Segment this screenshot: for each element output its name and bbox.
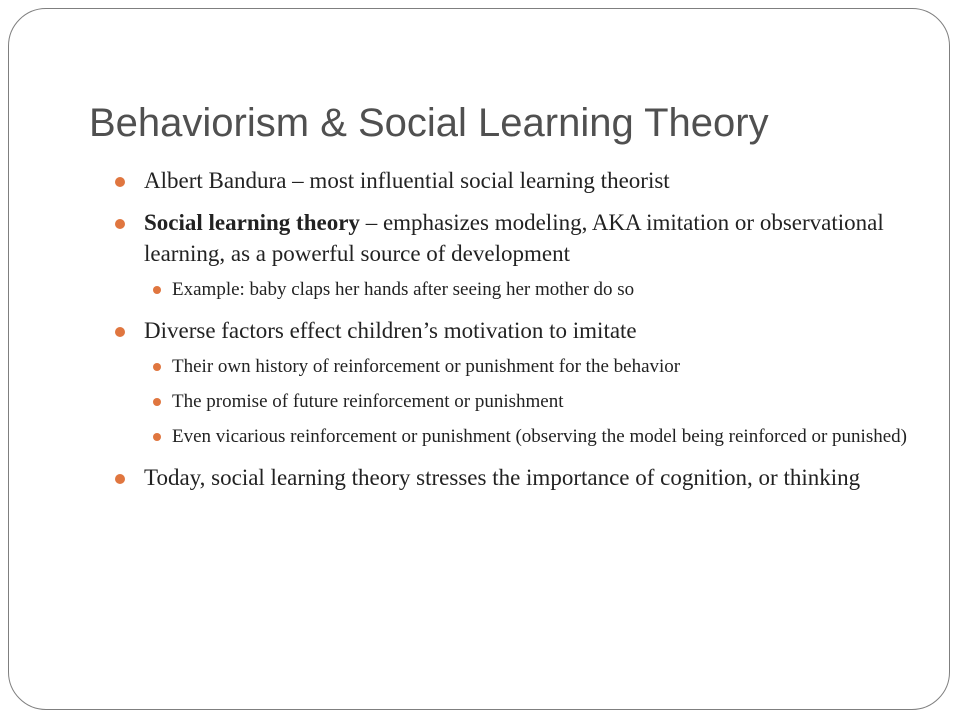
bullet-item xyxy=(115,165,915,196)
bullet-item xyxy=(115,462,915,493)
sub-bullet-item xyxy=(115,353,915,381)
slide xyxy=(8,8,950,710)
sub-bullet-text: Example: baby claps her hands after seeing her mother do so xyxy=(172,279,635,300)
sub-bullet-text: The promise of future reinforcement or punishment xyxy=(172,391,564,412)
bullet-text: – emphasizes modeling, AKA imitation or observational learning, as a powerful source of development xyxy=(144,210,884,266)
bullet-text: Diverse factors effect children’s motivation to imitate xyxy=(144,318,637,343)
sub-bullet-item xyxy=(115,276,915,304)
bullet-text: Albert Bandura – most influential social learning theorist xyxy=(144,168,670,193)
bullet-item xyxy=(115,207,915,269)
sub-bullet-text: Their own history of reinforcement or punishment for the behavior xyxy=(172,356,681,377)
bullet-item xyxy=(115,315,915,346)
bullet-text: Today, social learning theory stresses the importance of cognition, or thinking xyxy=(144,465,861,490)
sub-bullet-dot-icon xyxy=(153,363,161,371)
bullet-dot-icon xyxy=(115,474,125,484)
sub-bullet-item xyxy=(115,423,915,451)
slide-title: Behaviorism & Social Learning Theory xyxy=(89,101,769,145)
sub-bullet-item xyxy=(115,388,915,416)
bullet-bold-term: Social learning theory xyxy=(144,210,360,235)
sub-bullet-dot-icon xyxy=(153,433,161,441)
sub-bullet-dot-icon xyxy=(153,398,161,406)
bullet-list xyxy=(115,165,915,493)
bullet-dot-icon xyxy=(115,327,125,337)
sub-bullet-text: Even vicarious reinforcement or punishment (observing the model being reinforced or punished) xyxy=(172,426,907,447)
sub-bullet-dot-icon xyxy=(153,286,161,294)
bullet-dot-icon xyxy=(115,219,125,229)
bullet-dot-icon xyxy=(115,177,125,187)
